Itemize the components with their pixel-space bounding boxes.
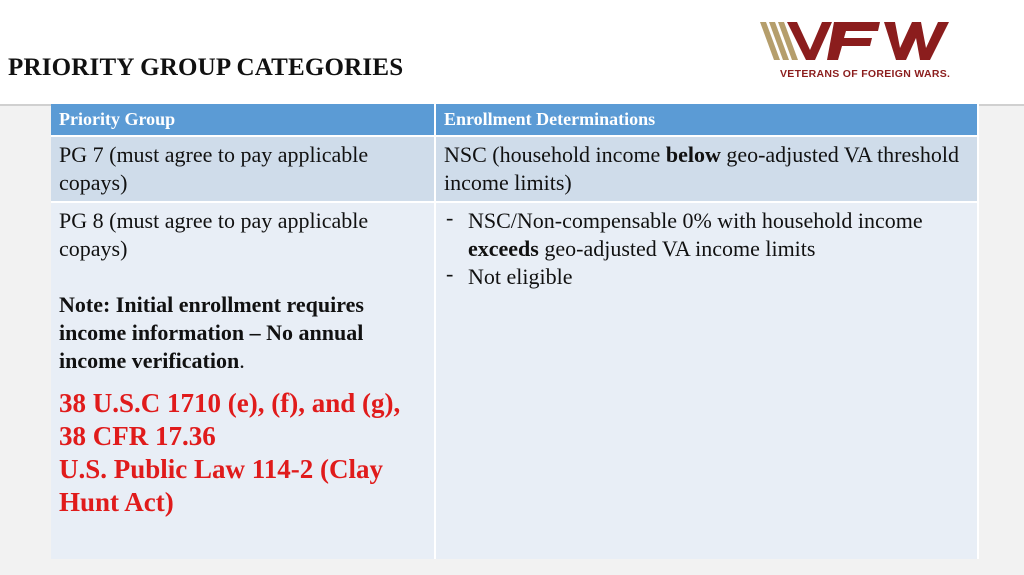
determination-text: Not eligible [468, 264, 573, 289]
legal-citation-line: U.S. Public Law 114-2 (Clay Hunt Act) [59, 454, 384, 517]
column-header-enrollment-determinations: Enrollment Determinations [435, 104, 978, 136]
pg8-group-text: PG 8 (must agree to pay applicable copays) [59, 208, 369, 261]
list-item [444, 207, 969, 263]
pg7-determination-after: geo-adjusted VA threshold income limits) [444, 142, 959, 195]
determination-after: geo-adjusted VA income limits [538, 236, 816, 261]
pg8-note [59, 291, 426, 375]
pg8-note-end: . [239, 348, 245, 373]
vfw-logo [760, 20, 986, 86]
table-row-pg8 [51, 202, 978, 559]
list-item [444, 263, 969, 291]
pg7-determination-before: NSC (household income [444, 142, 666, 167]
column-header-priority-group: Priority Group [51, 104, 435, 136]
pg8-note-text: Note: Initial enrollment requires income information – No annual income verification [59, 292, 364, 373]
pg7-group-text: PG 7 (must agree to pay applicable copays) [59, 142, 369, 195]
pg7-group-cell [51, 136, 435, 202]
pg7-determination-cell [435, 136, 978, 202]
vfw-wordmark-graphic [760, 20, 986, 68]
pg7-determination-bold: below [665, 142, 721, 167]
logo-tagline: VETERANS OF FOREIGN WARS. [780, 68, 951, 80]
pg8-group-cell [51, 202, 435, 559]
determination-before: NSC/Non-compensable 0% with household income [468, 208, 923, 233]
dash-bullet-icon: - [446, 261, 454, 286]
table-header-row [51, 104, 978, 136]
dash-bullet-icon: - [446, 205, 454, 230]
legal-citation-line: 38 U.S.C 1710 (e), (f), and (g), 38 CFR 17.36 [59, 388, 401, 451]
table-row-pg7 [51, 136, 978, 202]
pg8-determination-cell [435, 202, 978, 559]
determination-bold: exceeds [468, 236, 539, 261]
pg8-determination-list [444, 207, 969, 291]
priority-group-table [51, 104, 979, 559]
pg8-legal-citation [59, 387, 426, 519]
page-title: PRIORITY GROUP CATEGORIES [8, 54, 404, 81]
